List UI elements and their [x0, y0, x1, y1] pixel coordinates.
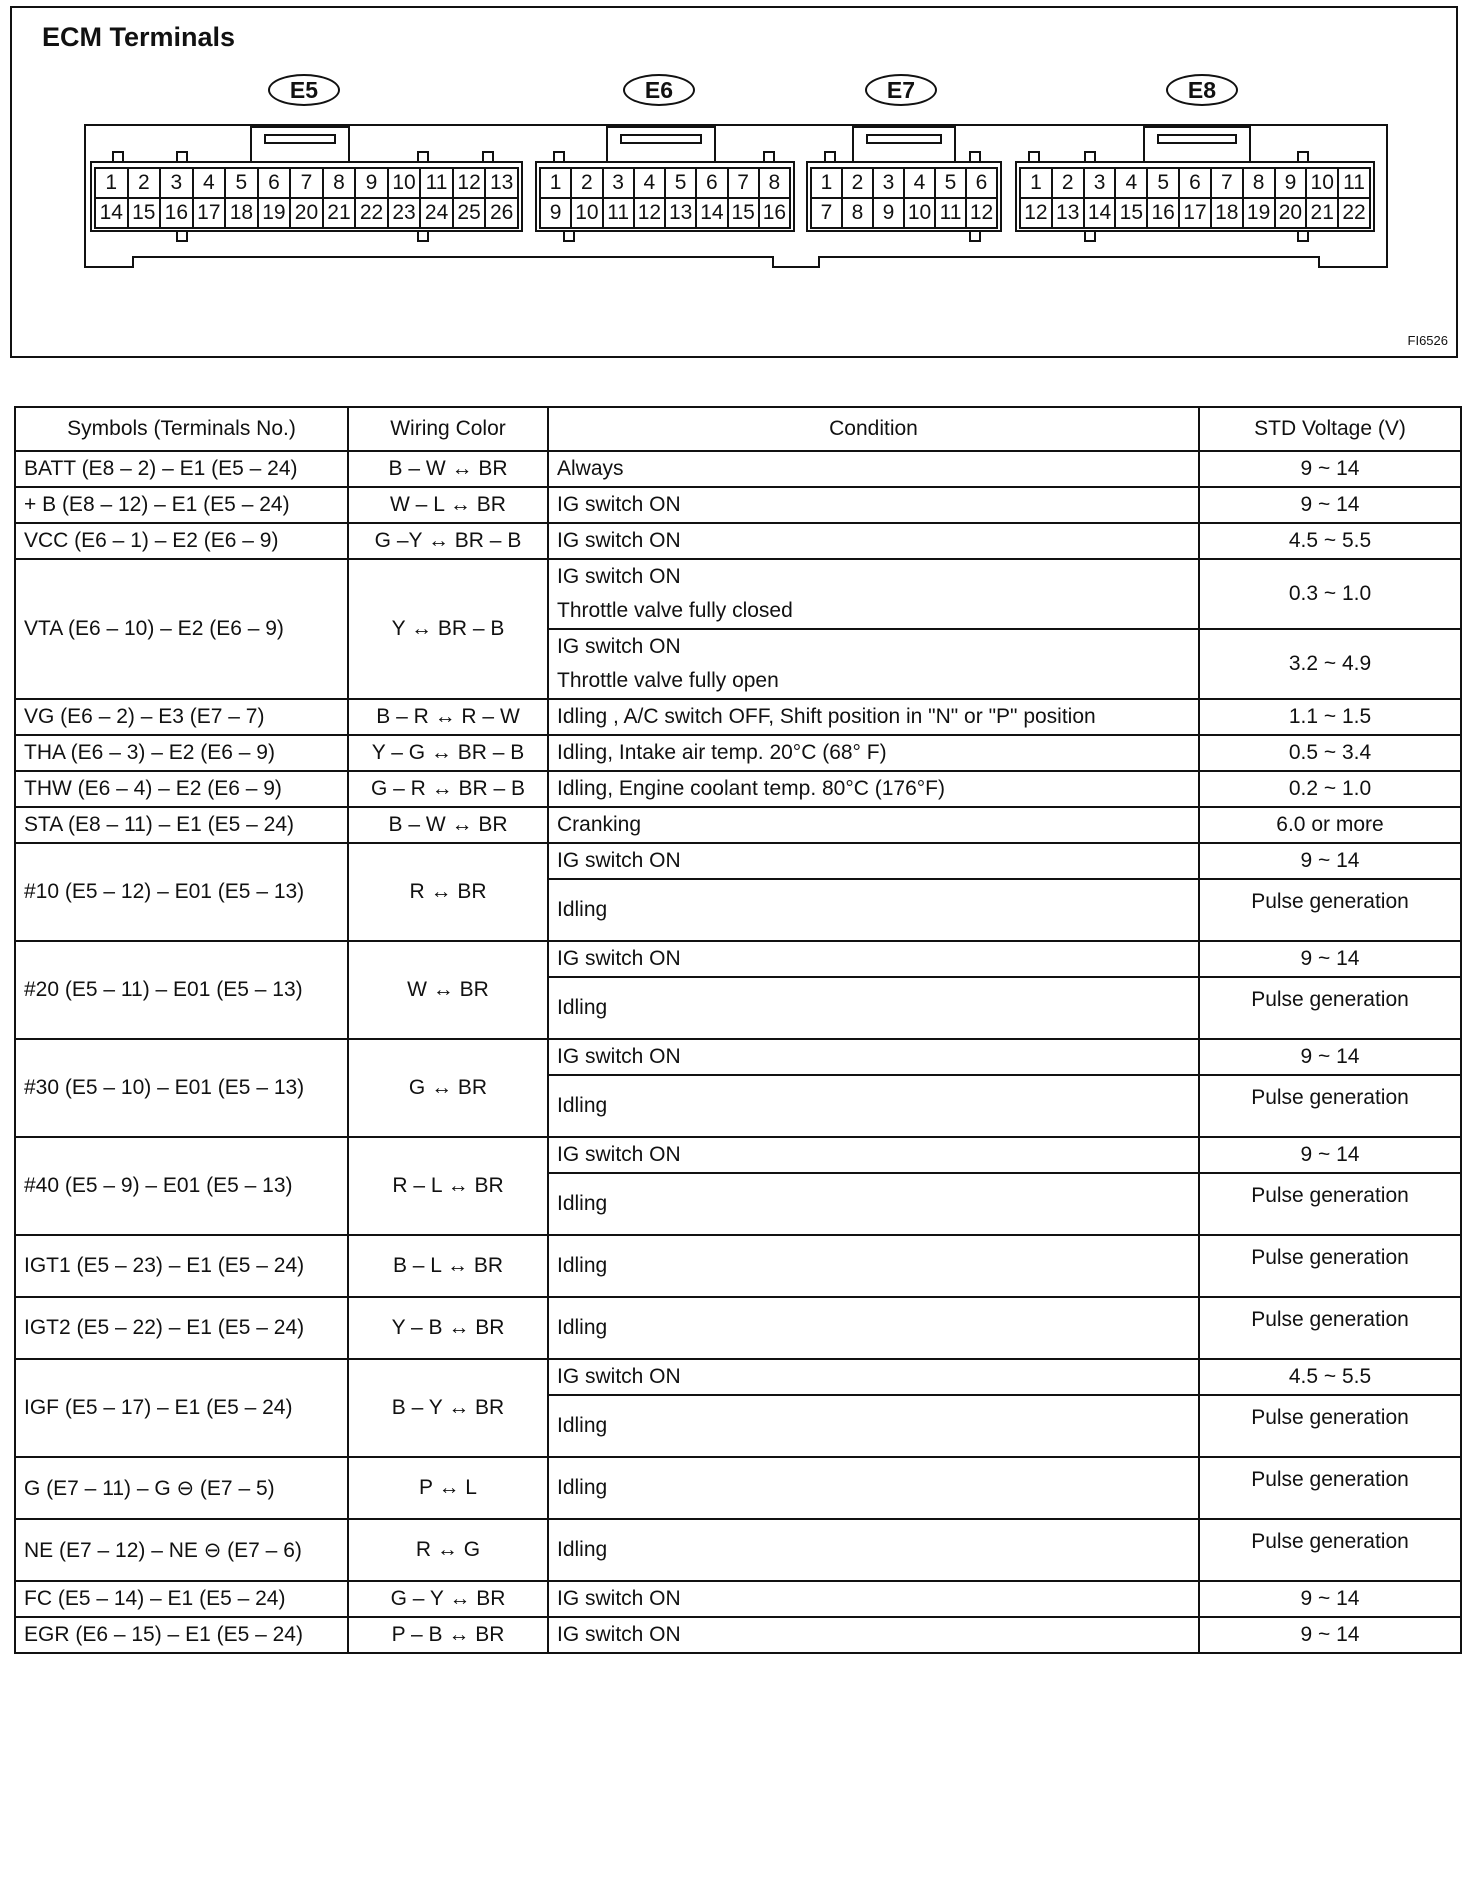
pin-row [540, 168, 790, 198]
condition [548, 1519, 1199, 1581]
terminal-symbol: #10 (E5 – 12) – E01 (E5 – 13) [15, 843, 348, 941]
pin-row [540, 198, 790, 228]
terminal-symbol: G (E7 – 11) – G ⊖ (E7 – 5) [15, 1457, 348, 1519]
connector-pin: 5 [935, 168, 966, 198]
terminal-symbol: EGR (E6 – 15) – E1 (E5 – 24) [15, 1617, 348, 1653]
std-voltage: 0.5 ~ 3.4 [1199, 735, 1461, 771]
connector-tab [969, 230, 981, 242]
header-symbols: Symbols (Terminals No.) [15, 407, 348, 451]
table-row [15, 1457, 1461, 1519]
wiring-color: W – L ↔ BR [348, 487, 548, 523]
connector-pin: 9 [873, 198, 904, 228]
table-row [15, 1519, 1461, 1581]
connector-pin: 10 [388, 168, 421, 198]
connector-pin: 4 [634, 168, 665, 198]
header-wiring-color: Wiring Color [348, 407, 548, 451]
condition-line: Idling [557, 1316, 608, 1339]
std-voltage: 9 ~ 14 [1199, 843, 1461, 879]
connector-pin: 1 [811, 168, 842, 198]
condition [548, 807, 1199, 843]
condition [548, 771, 1199, 807]
table-row [15, 1137, 1461, 1173]
table-row [15, 451, 1461, 487]
condition [548, 1075, 1199, 1137]
connector-tab [763, 151, 775, 163]
connector-pin: 15 [128, 198, 161, 228]
condition-line: Idling [557, 1094, 608, 1117]
condition-line: IG switch ON [557, 1143, 681, 1166]
wiring-color: G –Y ↔ BR – B [348, 523, 548, 559]
connector-pin: 10 [904, 198, 935, 228]
connector-latch [1143, 126, 1251, 164]
table-row [15, 1235, 1461, 1297]
condition-line: IG switch ON [557, 1045, 681, 1068]
connector-pin: 11 [935, 198, 966, 228]
connector-pin: 20 [1275, 198, 1307, 228]
wiring-color: W ↔ BR [348, 941, 548, 1039]
condition [548, 559, 1199, 629]
header-condition: Condition [548, 407, 1199, 451]
condition-line: IG switch ON [557, 1365, 681, 1388]
connector-pin: 19 [258, 198, 291, 228]
connector-pin: 24 [420, 198, 453, 228]
connector-pin: 4 [904, 168, 935, 198]
connector-pin: 11 [1338, 168, 1370, 198]
condition [548, 1297, 1199, 1359]
std-voltage: 9 ~ 14 [1199, 487, 1461, 523]
connector-tab [1084, 230, 1096, 242]
connector-pin: 14 [1084, 198, 1116, 228]
condition-line: Idling [557, 1414, 608, 1437]
condition [548, 843, 1199, 879]
connector-e5-pins [94, 167, 519, 229]
condition [548, 451, 1199, 487]
table-row [15, 699, 1461, 735]
terminal-symbol: #40 (E5 – 9) – E01 (E5 – 13) [15, 1137, 348, 1235]
condition-line: IG switch ON [557, 1587, 681, 1610]
connector-tab [1297, 151, 1309, 163]
condition [548, 1137, 1199, 1173]
connector-pin: 13 [485, 168, 518, 198]
pin-row [811, 198, 997, 228]
std-voltage: Pulse generation [1199, 1297, 1461, 1359]
wiring-color: Y ↔ BR – B [348, 559, 548, 699]
connector-latch [852, 126, 956, 164]
terminal-symbol: IGT2 (E5 – 22) – E1 (E5 – 24) [15, 1297, 348, 1359]
std-voltage: 0.2 ~ 1.0 [1199, 771, 1461, 807]
connector-tab [969, 151, 981, 163]
connector-pin: 3 [1084, 168, 1116, 198]
condition-line: Idling [557, 1476, 608, 1499]
connector-latch [606, 126, 716, 164]
condition-line: Idling, Intake air temp. 20°C (68° F) [557, 741, 887, 764]
table-row [15, 807, 1461, 843]
condition-line: Throttle valve fully closed [557, 599, 793, 622]
condition [548, 941, 1199, 977]
std-voltage: Pulse generation [1199, 1519, 1461, 1581]
table-row [15, 1359, 1461, 1395]
wiring-color: P ↔ L [348, 1457, 548, 1519]
connector-pin: 11 [603, 198, 634, 228]
pin-row [1020, 198, 1370, 228]
wiring-color: B – R ↔ R – W [348, 699, 548, 735]
connector-pin: 1 [95, 168, 128, 198]
ecm-terminal-table [14, 406, 1462, 1654]
connector-pin: 7 [1211, 168, 1243, 198]
connector-pin: 12 [634, 198, 665, 228]
table-row [15, 1297, 1461, 1359]
connector-tab [824, 151, 836, 163]
wiring-color: Y – G ↔ BR – B [348, 735, 548, 771]
connector-pin: 17 [193, 198, 226, 228]
table-header-row [15, 407, 1461, 451]
connector-pin: 3 [603, 168, 634, 198]
connector-pin: 6 [258, 168, 291, 198]
connector-pin: 8 [323, 168, 356, 198]
terminal-symbol: + B (E8 – 12) – E1 (E5 – 24) [15, 487, 348, 523]
connector-pin: 4 [193, 168, 226, 198]
connector-e7 [806, 161, 1002, 232]
connector-e8 [1015, 161, 1375, 232]
table-row [15, 559, 1461, 629]
condition [548, 1395, 1199, 1457]
connector-pin: 14 [95, 198, 128, 228]
condition-line: Idling , A/C switch OFF, Shift position in "N" or "P" position [557, 705, 1096, 728]
connector-pin: 14 [696, 198, 727, 228]
terminal-symbol: BATT (E8 – 2) – E1 (E5 – 24) [15, 451, 348, 487]
condition [548, 1235, 1199, 1297]
connector-label-e5: E5 [268, 74, 340, 106]
connector-pin: 16 [759, 198, 790, 228]
wiring-color: G – Y ↔ BR [348, 1581, 548, 1617]
condition [548, 1173, 1199, 1235]
condition [548, 1039, 1199, 1075]
housing-foot [772, 256, 820, 268]
connector-pin: 8 [759, 168, 790, 198]
condition [548, 487, 1199, 523]
connector-tab [176, 151, 188, 163]
std-voltage: Pulse generation [1199, 1395, 1461, 1457]
connector-tab [112, 151, 124, 163]
connector-pin: 7 [811, 198, 842, 228]
connector-pin: 13 [1052, 198, 1084, 228]
condition-line: IG switch ON [557, 947, 681, 970]
pin-row [1020, 168, 1370, 198]
terminal-symbol: IGF (E5 – 17) – E1 (E5 – 24) [15, 1359, 348, 1457]
terminal-symbol: VG (E6 – 2) – E3 (E7 – 7) [15, 699, 348, 735]
connector-pin: 26 [485, 198, 518, 228]
std-voltage: 9 ~ 14 [1199, 1581, 1461, 1617]
std-voltage: 9 ~ 14 [1199, 451, 1461, 487]
connector-pin: 18 [225, 198, 258, 228]
terminal-symbol: IGT1 (E5 – 23) – E1 (E5 – 24) [15, 1235, 348, 1297]
connector-pin: 22 [1338, 198, 1370, 228]
terminal-symbol: STA (E8 – 11) – E1 (E5 – 24) [15, 807, 348, 843]
table-row [15, 941, 1461, 977]
std-voltage: 0.3 ~ 1.0 [1199, 559, 1461, 629]
connector-pin: 7 [728, 168, 759, 198]
condition [548, 977, 1199, 1039]
connector-tab [417, 230, 429, 242]
table-row [15, 487, 1461, 523]
connector-pin: 10 [1306, 168, 1338, 198]
std-voltage: Pulse generation [1199, 977, 1461, 1039]
connector-pin: 5 [1147, 168, 1179, 198]
wiring-color: B – W ↔ BR [348, 451, 548, 487]
condition-line: IG switch ON [557, 849, 681, 872]
condition-line: IG switch ON [557, 1623, 681, 1646]
pin-row [811, 168, 997, 198]
connector-label-e8: E8 [1166, 74, 1238, 106]
connector-pin: 12 [453, 168, 486, 198]
connector-pin: 3 [160, 168, 193, 198]
connector-pin: 21 [323, 198, 356, 228]
connector-pin: 8 [1243, 168, 1275, 198]
condition [548, 1617, 1199, 1653]
table-row [15, 1581, 1461, 1617]
connector-tab [1028, 151, 1040, 163]
connector-pin: 6 [966, 168, 997, 198]
condition-line: IG switch ON [557, 565, 681, 588]
std-voltage: 9 ~ 14 [1199, 941, 1461, 977]
pin-row [95, 168, 518, 198]
wiring-color: B – Y ↔ BR [348, 1359, 548, 1457]
std-voltage: 6.0 or more [1199, 807, 1461, 843]
connector-pin: 25 [453, 198, 486, 228]
wiring-color: P – B ↔ BR [348, 1617, 548, 1653]
connector-pin: 2 [128, 168, 161, 198]
std-voltage: Pulse generation [1199, 879, 1461, 941]
connector-pin: 3 [873, 168, 904, 198]
table-row [15, 523, 1461, 559]
condition-line: Idling [557, 1254, 608, 1277]
terminal-symbol: VTA (E6 – 10) – E2 (E6 – 9) [15, 559, 348, 699]
connector-pin: 20 [290, 198, 323, 228]
std-voltage: 9 ~ 14 [1199, 1617, 1461, 1653]
connector-e5 [90, 161, 523, 232]
condition-line: Idling [557, 898, 608, 921]
std-voltage: Pulse generation [1199, 1235, 1461, 1297]
condition [548, 1581, 1199, 1617]
connector-pin: 1 [1020, 168, 1052, 198]
connector-pin: 5 [665, 168, 696, 198]
std-voltage: 9 ~ 14 [1199, 1039, 1461, 1075]
connector-pin: 17 [1179, 198, 1211, 228]
connector-tab [176, 230, 188, 242]
condition-line: Cranking [557, 813, 642, 836]
condition [548, 629, 1199, 699]
table-body [15, 451, 1461, 1653]
connector-pin: 4 [1115, 168, 1147, 198]
condition-line: IG switch ON [557, 635, 681, 658]
condition-line: Idling [557, 996, 608, 1019]
condition-line: Idling [557, 1538, 608, 1561]
condition-line: IG switch ON [557, 493, 681, 516]
connector-pin: 9 [1275, 168, 1307, 198]
connector-pin: 6 [696, 168, 727, 198]
condition [548, 735, 1199, 771]
condition [548, 1359, 1199, 1395]
wiring-color: B – W ↔ BR [348, 807, 548, 843]
std-voltage: 1.1 ~ 1.5 [1199, 699, 1461, 735]
table-row [15, 1617, 1461, 1653]
terminal-symbol: THW (E6 – 4) – E2 (E6 – 9) [15, 771, 348, 807]
std-voltage: 4.5 ~ 5.5 [1199, 523, 1461, 559]
connector-pin: 16 [1147, 198, 1179, 228]
connector-pin: 10 [571, 198, 602, 228]
connector-e7-pins [810, 167, 998, 229]
condition-line: IG switch ON [557, 529, 681, 552]
terminal-symbol: #20 (E5 – 11) – E01 (E5 – 13) [15, 941, 348, 1039]
connector-pin: 15 [1115, 198, 1147, 228]
housing-foot [1318, 256, 1388, 268]
condition [548, 1457, 1199, 1519]
connector-tab [417, 151, 429, 163]
terminal-symbol: NE (E7 – 12) – NE ⊖ (E7 – 6) [15, 1519, 348, 1581]
table-row [15, 843, 1461, 879]
condition [548, 879, 1199, 941]
connector-tab [563, 230, 575, 242]
connector-tab [1297, 230, 1309, 242]
connector-pin: 8 [842, 198, 873, 228]
wiring-color: R ↔ G [348, 1519, 548, 1581]
connector-label-e6: E6 [623, 74, 695, 106]
std-voltage: Pulse generation [1199, 1075, 1461, 1137]
connector-pin: 1 [540, 168, 571, 198]
connector-pin: 16 [160, 198, 193, 228]
terminal-symbol: THA (E6 – 3) – E2 (E6 – 9) [15, 735, 348, 771]
std-voltage: Pulse generation [1199, 1457, 1461, 1519]
wiring-color: G – R ↔ BR – B [348, 771, 548, 807]
condition-line: Always [557, 457, 624, 480]
condition-line: Idling [557, 1192, 608, 1215]
ecm-terminals-diagram [10, 6, 1458, 358]
connector-pin: 6 [1179, 168, 1211, 198]
pin-row [95, 198, 518, 228]
connector-pin: 2 [571, 168, 602, 198]
connector-tab [1084, 151, 1096, 163]
condition-line: Idling, Engine coolant temp. 80°C (176°F) [557, 777, 946, 800]
header-std-voltage: STD Voltage (V) [1199, 407, 1461, 451]
std-voltage: 4.5 ~ 5.5 [1199, 1359, 1461, 1395]
connector-pin: 12 [966, 198, 997, 228]
connector-latch [250, 126, 350, 164]
connector-pin: 12 [1020, 198, 1052, 228]
diagram-title: ECM Terminals [42, 22, 236, 52]
std-voltage: 3.2 ~ 4.9 [1199, 629, 1461, 699]
figure-id: FI6526 [1407, 333, 1448, 348]
terminal-symbol: VCC (E6 – 1) – E2 (E6 – 9) [15, 523, 348, 559]
connector-pin: 2 [1052, 168, 1084, 198]
wiring-color: R ↔ BR [348, 843, 548, 941]
connector-tab [553, 151, 565, 163]
terminal-symbol: #30 (E5 – 10) – E01 (E5 – 13) [15, 1039, 348, 1137]
connector-e8-pins [1019, 167, 1371, 229]
connector-pin: 7 [290, 168, 323, 198]
std-voltage: 9 ~ 14 [1199, 1137, 1461, 1173]
connector-pin: 22 [355, 198, 388, 228]
condition [548, 523, 1199, 559]
connector-pin: 9 [540, 198, 571, 228]
connector-label-e7: E7 [865, 74, 937, 106]
housing-foot [84, 256, 134, 268]
connector-e6 [535, 161, 795, 232]
connector-pin: 18 [1211, 198, 1243, 228]
connector-pin: 2 [842, 168, 873, 198]
connector-pin: 21 [1306, 198, 1338, 228]
wiring-color: R – L ↔ BR [348, 1137, 548, 1235]
connector-pin: 15 [728, 198, 759, 228]
terminal-symbol: FC (E5 – 14) – E1 (E5 – 24) [15, 1581, 348, 1617]
wiring-color: G ↔ BR [348, 1039, 548, 1137]
connector-pin: 9 [355, 168, 388, 198]
condition-line: Throttle valve fully open [557, 669, 779, 692]
connector-pin: 23 [388, 198, 421, 228]
wiring-color: Y – B ↔ BR [348, 1297, 548, 1359]
table-row [15, 1039, 1461, 1075]
connector-pin: 19 [1243, 198, 1275, 228]
table-row [15, 735, 1461, 771]
wiring-color: B – L ↔ BR [348, 1235, 548, 1297]
connector-pin: 5 [225, 168, 258, 198]
std-voltage: Pulse generation [1199, 1173, 1461, 1235]
table-row [15, 771, 1461, 807]
connector-pin: 11 [420, 168, 453, 198]
connector-tab [482, 151, 494, 163]
connector-e6-pins [539, 167, 791, 229]
condition [548, 699, 1199, 735]
connector-pin: 13 [665, 198, 696, 228]
